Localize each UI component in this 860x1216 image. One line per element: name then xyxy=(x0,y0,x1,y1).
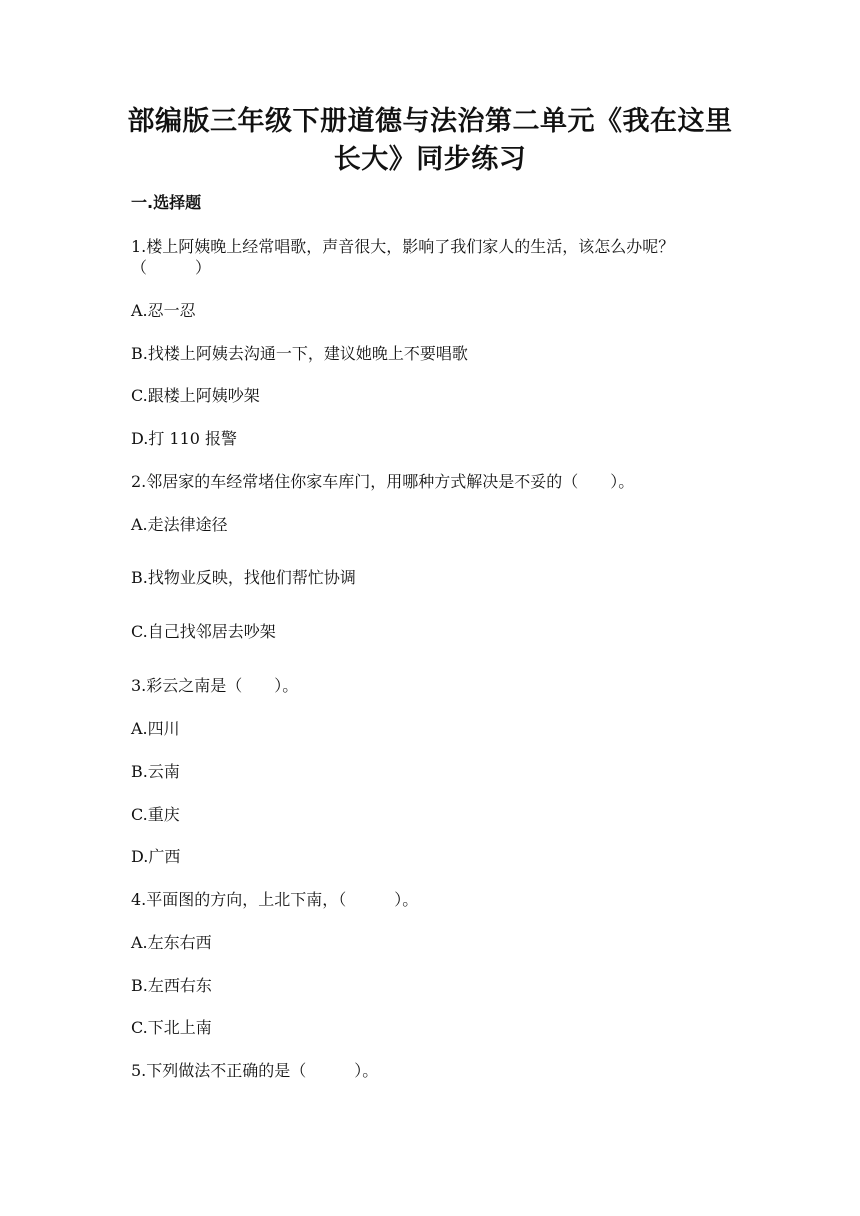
question-3-option-b: B.云南 xyxy=(131,762,180,781)
section-heading: 一.选择题 xyxy=(131,193,202,212)
question-1-option-c: C.跟楼上阿姨吵架 xyxy=(131,386,260,405)
question-4-stem: 4.平面图的方向，上北下南，（ ）。 xyxy=(131,890,419,909)
question-2-option-c: C.自己找邻居去吵架 xyxy=(131,622,276,641)
question-2-option-a: A.走法律途径 xyxy=(131,515,228,534)
question-5-stem: 5.下列做法不正确的是（ ）。 xyxy=(131,1061,379,1080)
question-4-option-c: C.下北上南 xyxy=(131,1018,212,1037)
question-4-option-b: B.左西右东 xyxy=(131,976,212,995)
question-1-blank: （ ） xyxy=(131,258,212,277)
question-3-stem: 3.彩云之南是（ ）。 xyxy=(131,676,299,695)
page-title-line-2: 长大》同步练习 xyxy=(333,144,527,175)
question-1-option-b: B.找楼上阿姨去沟通一下，建议她晚上不要唱歌 xyxy=(131,344,468,363)
question-4-option-a: A.左东右西 xyxy=(131,933,212,952)
question-3-option-c: C.重庆 xyxy=(131,805,180,824)
page-title-line-1: 部编版三年级下册道德与法治第二单元《我在这里 xyxy=(127,106,733,137)
question-1-option-d: D.打 110 报警 xyxy=(131,429,238,448)
question-2-option-b: B.找物业反映，找他们帮忙协调 xyxy=(131,568,356,587)
question-3-option-d: D.广西 xyxy=(131,847,181,866)
question-1-stem: 1.楼上阿姨晚上经常唱歌，声音很大，影响了我们家人的生活，该怎么办呢？ xyxy=(131,237,675,256)
question-3-option-a: A.四川 xyxy=(131,719,180,738)
question-2-stem: 2.邻居家的车经常堵住你家车库门，用哪种方式解决是不妥的（ ）。 xyxy=(131,472,635,491)
question-1-option-a: A.忍一忍 xyxy=(131,301,196,320)
